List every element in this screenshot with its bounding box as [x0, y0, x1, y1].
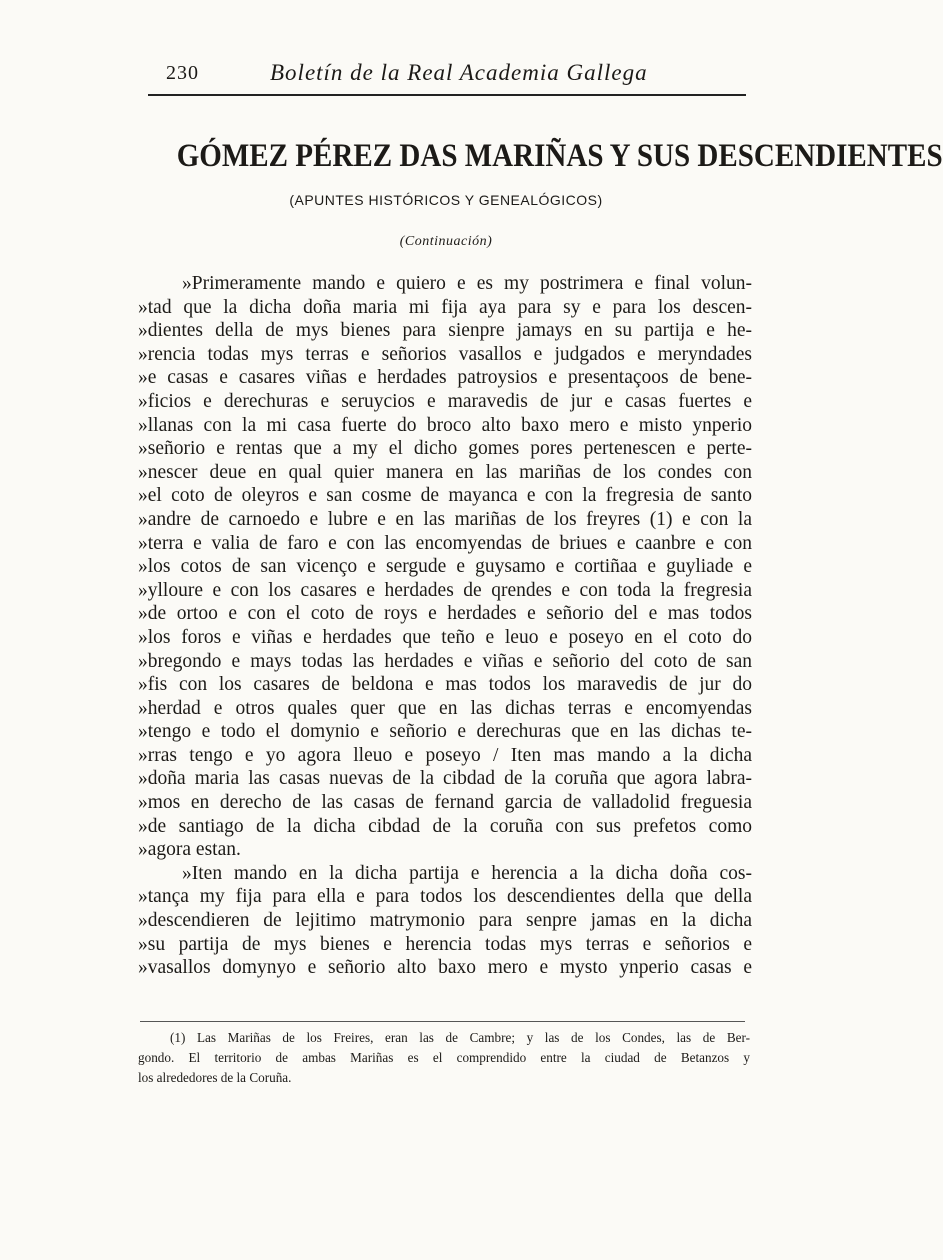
text-line: »tança my fija para ella e para todos los descendientes della que della — [138, 886, 752, 908]
text-line: »señorio e rentas que a my el dicho gomes pores pertenescen e perte- — [138, 438, 752, 460]
text-line: »bregondo e mays todas las herdades e viñas e señorio del coto de san — [138, 650, 752, 672]
text-line: »e casas e casares viñas e herdades patroysios e presentaçoos de bene- — [138, 367, 752, 389]
text-line: »de ortoo e con el coto de roys e herdades e señorio del e mas todos — [138, 603, 752, 625]
page-header — [148, 58, 746, 96]
footnote-divider — [140, 1021, 745, 1022]
footnote-line: (1) Las Mariñas de los Freires, eran las de Cambre; y las de los Condes, las de Ber- — [170, 1030, 750, 1045]
text-line: »tengo e todo el domynio e señorio e derechuras que en las dichas te- — [138, 721, 752, 743]
article-title: GÓMEZ PÉREZ DAS MARIÑAS Y SUS DESCENDIENTES — [176, 138, 943, 174]
page-number: 230 — [166, 62, 199, 84]
footnote-line: gondo. El territorio de ambas Mariñas es el comprendido entre la ciudad de Betanzos y — [138, 1050, 750, 1065]
text-line: »terra e valia de faro e con las encomyendas de briues e caanbre e con — [138, 532, 752, 554]
article-subtitle: (APUNTES HISTÓRICOS Y GENEALÓGICOS) — [289, 192, 603, 208]
text-line: »descendieren de lejitimo matrymonio para senpre jamas en la dicha — [138, 910, 752, 932]
footnote — [138, 1028, 750, 1088]
footnote-line: los alrededores de la Coruña. — [138, 1070, 292, 1085]
text-line: »ficios e derechuras e seruycios e maravedis de jur e casas fuertes e — [138, 390, 752, 412]
text-line: »su partija de mys bienes e herencia todas mys terras e señorios e — [138, 933, 752, 955]
text-line: »herdad e otros quales quer que en las dichas terras e encomyendas — [138, 697, 752, 719]
text-line: »ylloure e con los casares e herdades de qrendes e con toda la fregresia — [138, 579, 752, 601]
text-line: »Iten mando en la dicha partija e herencia a la dicha doña cos- — [182, 862, 752, 884]
text-line: »de santiago de la dicha cibdad de la coruña con sus prefetos como — [138, 815, 752, 837]
continuation-note: (Continuación) — [399, 234, 493, 249]
text-line: »agora estan. — [138, 839, 241, 861]
text-line: »nescer deue en qual quier manera en las mariñas de los condes con — [138, 461, 752, 483]
running-title: Boletín de la Real Academia Gallega — [270, 60, 648, 85]
text-line: »tad que la dicha doña maria mi fija aya para sy e para los descen- — [138, 296, 752, 318]
text-line: »el coto de oleyros e san cosme de mayanca e con la fregresia de santo — [138, 485, 752, 507]
text-line: »vasallos domynyo e señorio alto baxo mero e mysto ynperio casas e — [138, 957, 752, 979]
text-line: »doña maria las casas nuevas de la cibdad de la coruña que agora labra- — [138, 768, 752, 790]
text-line: »Primeramente mando e quiero e es my postrimera e final volun- — [182, 273, 752, 294]
text-line: »dientes della de mys bienes para sienpre jamays en su partija e he- — [138, 320, 752, 342]
text-line: »llanas con la mi casa fuerte do broco alto baxo mero e misto ynperio — [138, 414, 752, 436]
body-text — [138, 272, 752, 980]
text-line: »andre de carnoedo e lubre e en las mariñas de los freyres (1) e con la — [138, 508, 752, 530]
text-line: »los cotos de san vicenço e sergude e guysamo e cortiñaa e guyliade e — [138, 556, 752, 578]
text-line: »rras tengo e yo agora lleuo e poseyo / Iten mas mando a la dicha — [138, 744, 752, 766]
text-line: »rencia todas mys terras e señorios vasallos e judgados e meryndades — [138, 343, 752, 365]
text-line: »los foros e viñas e herdades que teño e leuo e poseyo en el coto do — [138, 626, 752, 648]
text-line: »mos en derecho de las casas de fernand garcia de valladolid freguesia — [138, 792, 752, 814]
text-line: »fis con los casares de beldona e mas todos los maravedis de jur do — [138, 674, 752, 696]
